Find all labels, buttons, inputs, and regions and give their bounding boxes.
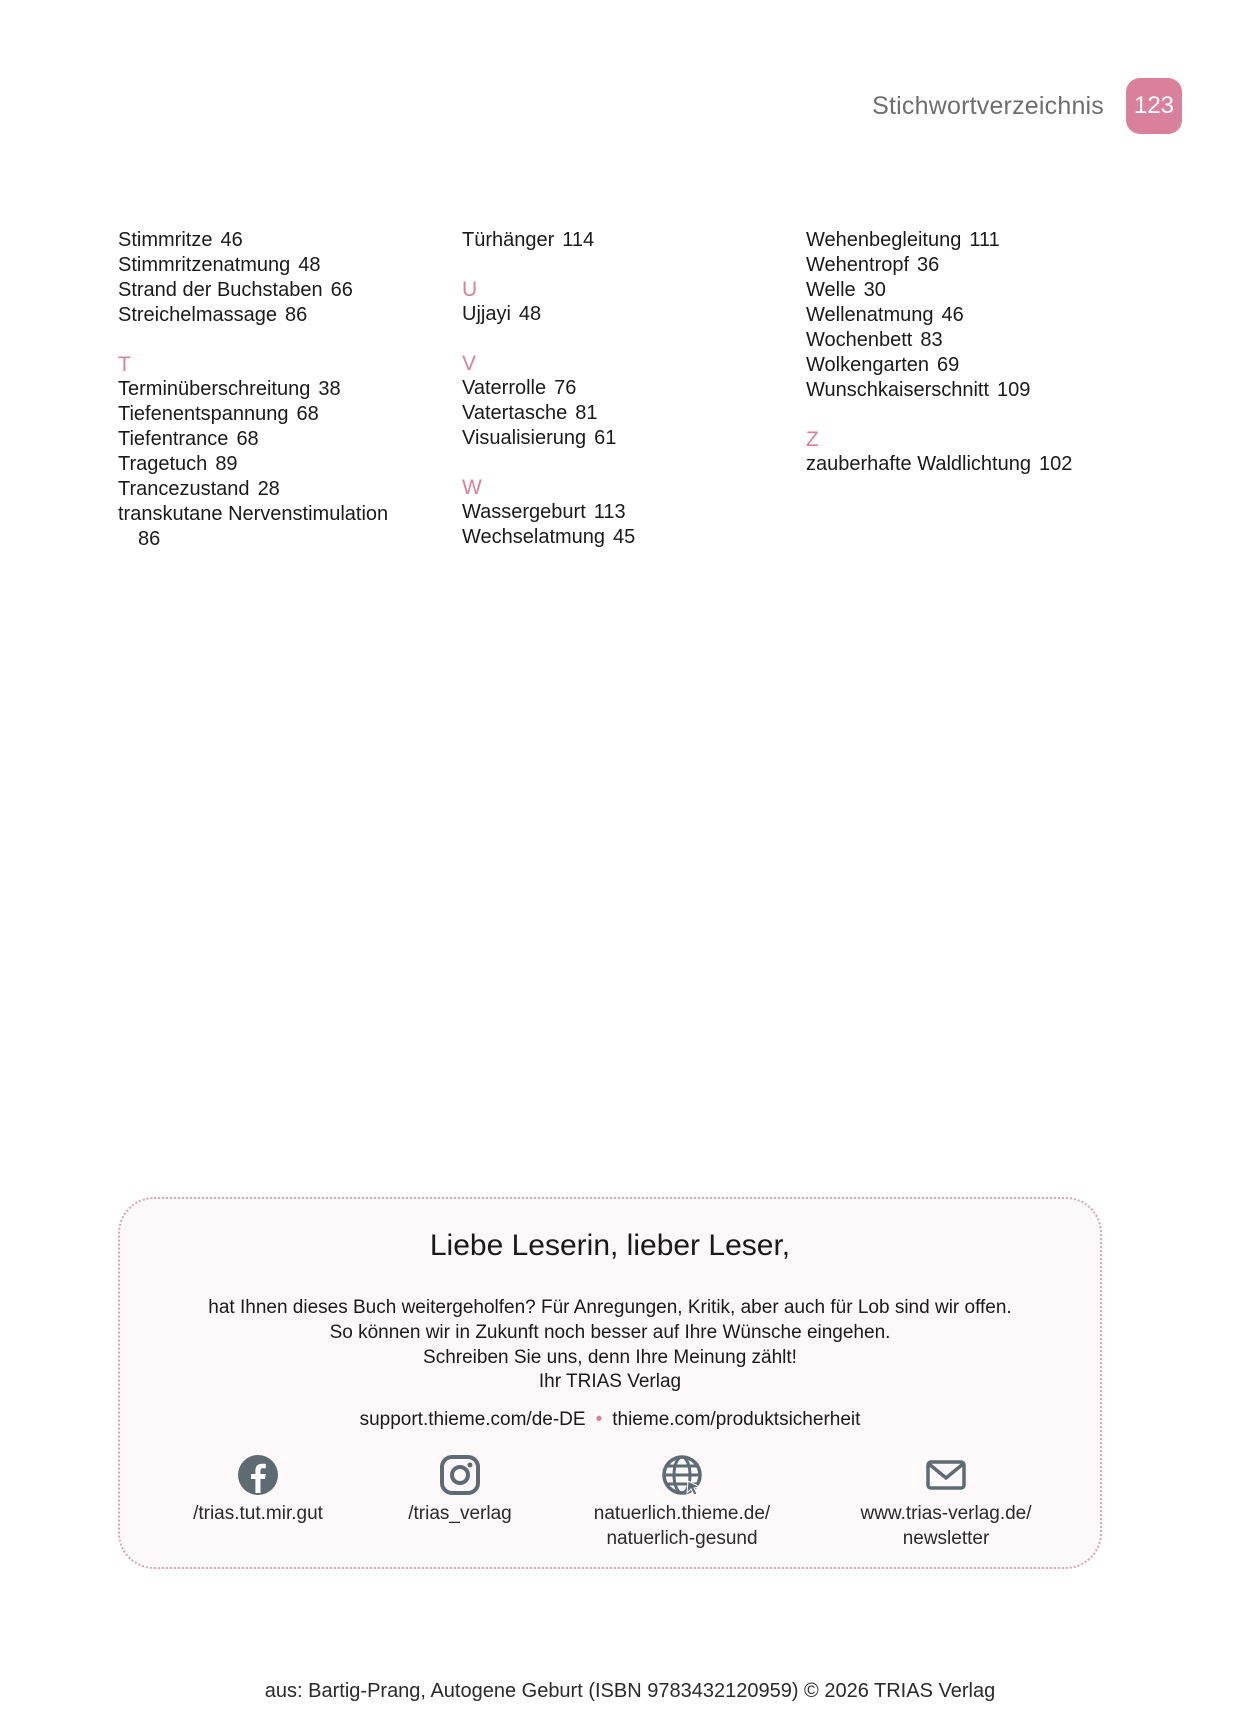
index-page: 109 xyxy=(997,379,1031,401)
index-page: 102 xyxy=(1038,453,1073,475)
index-term: Streichelmassage xyxy=(118,304,277,326)
index-entry xyxy=(462,426,782,451)
website-url-line: natuerlich-gesund xyxy=(606,1528,758,1549)
index-entry xyxy=(118,228,438,253)
index-page: 86 xyxy=(138,528,161,550)
support-link[interactable]: support.thieme.com/de-DE xyxy=(359,1409,586,1430)
mail-icon xyxy=(924,1453,968,1497)
index-entry xyxy=(462,376,782,401)
index-entry xyxy=(806,328,1126,353)
index-letter-heading: T xyxy=(118,353,131,376)
index-entry xyxy=(462,525,782,550)
index-letter-heading: Z xyxy=(806,428,819,451)
index-entry xyxy=(806,378,1126,403)
index-entry xyxy=(806,353,1126,378)
box-links xyxy=(120,1409,1100,1431)
index-term: Wehentropf xyxy=(806,254,910,276)
facebook-icon xyxy=(236,1453,280,1497)
index-entry xyxy=(462,401,782,426)
index-page: 46 xyxy=(941,304,964,326)
index-entry xyxy=(118,402,438,427)
index-letter-heading: U xyxy=(462,278,478,301)
box-signature: Ihr TRIAS Verlag xyxy=(538,1371,682,1392)
index-page: 46 xyxy=(220,229,243,251)
index-term: Wehenbegleitung xyxy=(806,229,962,251)
index-entry xyxy=(806,278,1126,303)
keyword-index xyxy=(118,228,1118,568)
index-page: 48 xyxy=(518,303,542,325)
index-page: 76 xyxy=(554,377,577,399)
index-entry xyxy=(462,500,782,525)
index-term: Tiefenentspannung xyxy=(118,403,289,425)
index-page: 36 xyxy=(917,254,940,276)
newsletter-link[interactable] xyxy=(826,1453,1066,1551)
index-entry xyxy=(118,502,438,552)
index-term: Trancezustand xyxy=(118,478,250,500)
index-entry xyxy=(118,303,438,328)
social-links xyxy=(120,1453,1100,1553)
index-page: 113 xyxy=(593,501,626,523)
source-footer: aus: Bartig-Prang, Autogene Geburt (ISBN 9783432120959) © 2026 TRIAS Verlag xyxy=(264,1680,996,1702)
index-letter-heading: V xyxy=(462,352,477,375)
index-page: 28 xyxy=(257,478,280,500)
instagram-handle: /trias_verlag xyxy=(408,1503,512,1524)
index-term: zauberhafte Waldlichtung xyxy=(806,453,1031,475)
index-entry xyxy=(118,278,438,303)
index-term: Wellenatmung xyxy=(806,304,934,326)
link-separator: • xyxy=(595,1409,603,1430)
box-heading: Liebe Leserin, lieber Leser, xyxy=(429,1229,791,1262)
reader-feedback-box xyxy=(118,1197,1102,1569)
index-term: Ujjayi xyxy=(462,303,511,325)
newsletter-url-line: www.trias-verlag.de/ xyxy=(860,1503,1032,1524)
page-number-badge: 123 xyxy=(1126,78,1182,134)
index-term: Vaterrolle xyxy=(462,377,547,399)
index-page: 111 xyxy=(969,229,1000,251)
index-column-3 xyxy=(806,228,1126,477)
facebook-handle: /trias.tut.mir.gut xyxy=(193,1503,323,1524)
website-url-line: natuerlich.thieme.de/ xyxy=(593,1503,771,1524)
index-term: Wunschkaiserschnitt xyxy=(806,379,990,401)
index-entry xyxy=(806,253,1126,278)
index-entry xyxy=(806,452,1126,477)
index-page: 30 xyxy=(863,279,886,301)
index-term: Stimmritzenatmung xyxy=(118,254,291,276)
index-page: 61 xyxy=(594,427,617,449)
index-entry xyxy=(118,452,438,477)
index-page: 38 xyxy=(318,378,341,400)
instagram-icon xyxy=(438,1453,482,1497)
index-page: 83 xyxy=(920,329,943,351)
newsletter-url-line: newsletter xyxy=(902,1528,990,1549)
box-message xyxy=(120,1295,1100,1370)
index-term: Stimmritze xyxy=(118,229,213,251)
index-page: 114 xyxy=(562,229,595,251)
index-term: Visualisierung xyxy=(462,427,587,449)
index-term: Welle xyxy=(806,279,856,301)
product-safety-link[interactable]: thieme.com/produktsicherheit xyxy=(612,1409,861,1430)
page-header xyxy=(872,78,1182,134)
index-entry xyxy=(118,377,438,402)
index-term: Tragetuch xyxy=(118,453,208,475)
index-term: Wechselatmung xyxy=(462,526,606,548)
box-message-line: So können wir in Zukunft noch besser auf Ihre Wünsche eingehen. xyxy=(329,1322,891,1343)
index-term: Tiefentrance xyxy=(118,428,229,450)
index-term: Vatertasche xyxy=(462,402,568,424)
index-entry xyxy=(462,302,782,327)
index-entry xyxy=(462,228,782,253)
index-column-2 xyxy=(462,228,782,550)
index-page: 68 xyxy=(296,403,319,425)
index-entry xyxy=(806,303,1126,328)
index-page: 81 xyxy=(575,402,598,424)
index-column-1 xyxy=(118,228,438,552)
index-entry xyxy=(118,427,438,452)
index-page: 48 xyxy=(298,254,321,276)
index-term: Strand der Buchstaben xyxy=(118,279,323,301)
index-entry xyxy=(806,228,1126,253)
box-message-line: Schreiben Sie uns, denn Ihre Meinung zählt! xyxy=(423,1347,797,1368)
index-term: Wassergeburt xyxy=(462,501,586,523)
index-term: Wolkengarten xyxy=(806,354,930,376)
index-page: 89 xyxy=(215,453,238,475)
index-page: 86 xyxy=(284,304,308,326)
index-term: Wochenbett xyxy=(806,329,913,351)
globe-icon xyxy=(660,1453,704,1497)
index-term: transkutane Nervenstimulation xyxy=(118,503,389,525)
index-entry xyxy=(118,253,438,278)
index-term: Terminüberschreitung xyxy=(118,378,311,400)
website-link[interactable] xyxy=(562,1453,802,1551)
index-page: 45 xyxy=(613,526,636,548)
index-letter-heading: W xyxy=(462,476,482,499)
instagram-link[interactable] xyxy=(340,1453,580,1526)
index-term: Türhänger xyxy=(462,229,555,251)
box-message-line: hat Ihnen dieses Buch weitergeholfen? Für Anregungen, Kritik, aber auch für Lob sind wir offen. xyxy=(208,1297,1012,1318)
index-page: 66 xyxy=(330,279,353,301)
index-page: 69 xyxy=(937,354,960,376)
section-title: Stichwortverzeichnis xyxy=(872,91,1104,120)
index-page: 68 xyxy=(236,428,259,450)
index-entry xyxy=(118,477,438,502)
